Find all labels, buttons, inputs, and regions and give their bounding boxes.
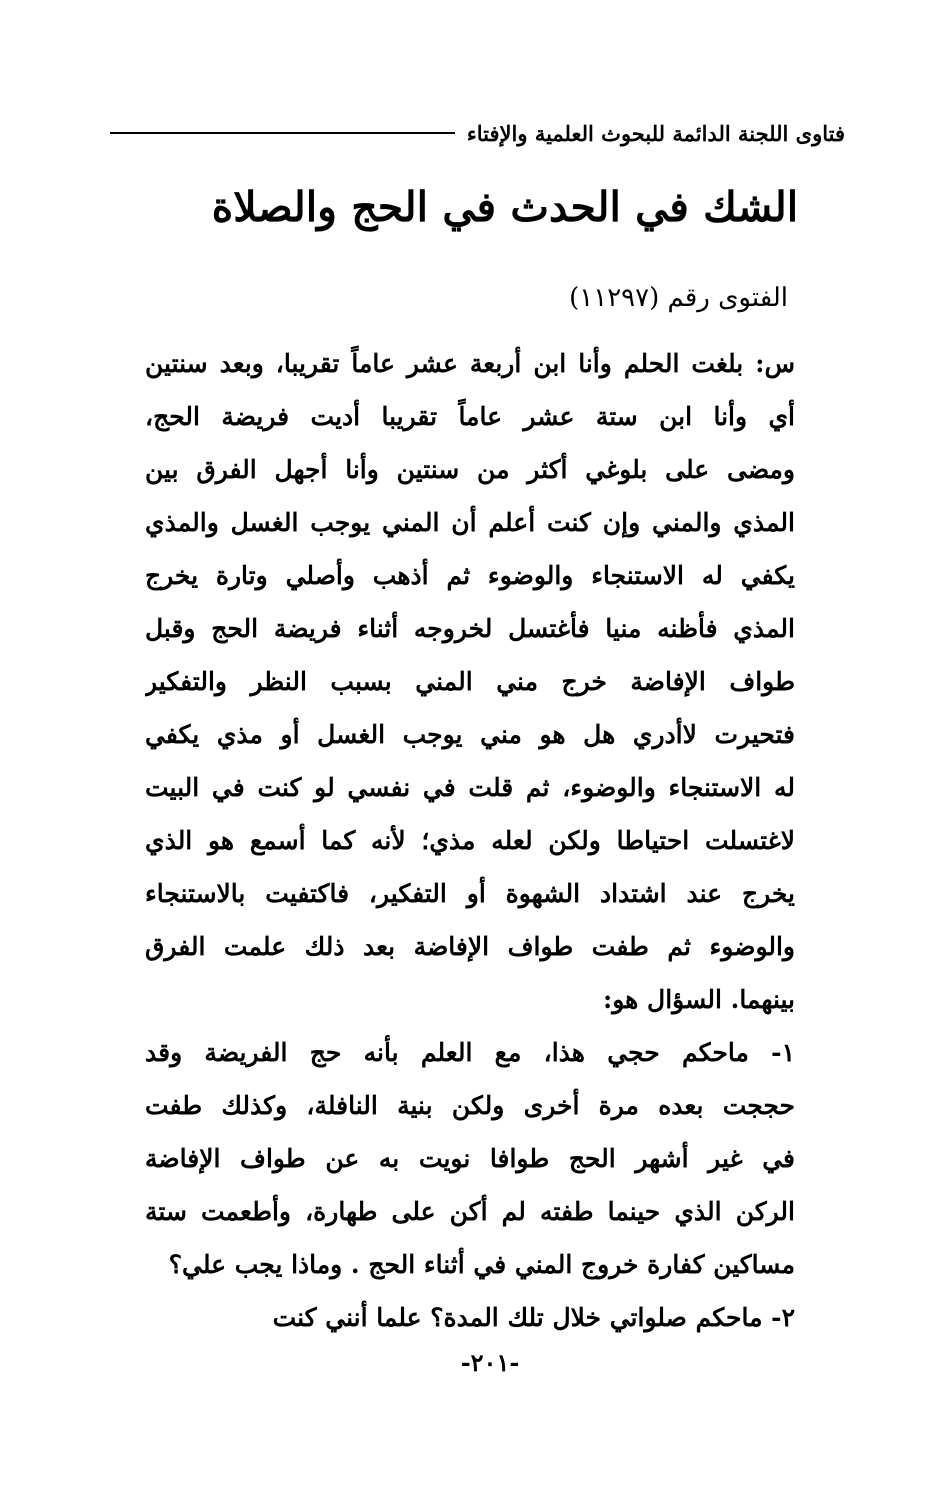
body-line: حججت بعده مرة أخرى ولكن بنية النافلة، وكذلك طفت — [145, 1091, 795, 1120]
header-rule — [110, 132, 455, 134]
body-line: المذي والمني وإن كنت أعلم أن المني يوجب الغسل والمذي — [145, 508, 795, 537]
body-line: ١- ماحكم حجي هذا، مع العلم بأنه حج الفريضة وقد — [145, 1038, 795, 1067]
body-line: ومضى على بلوغي أكثر من سنتين وأنا أجهل الفرق بين — [145, 455, 795, 484]
body-text — [145, 337, 795, 1344]
running-header — [110, 118, 845, 148]
body-line: أي وأنا ابن ستة عشر عاماً تقريبا أديت فريضة الحج، — [145, 402, 795, 431]
body-line: والوضوء ثم طفت طواف الإفاضة بعد ذلك علمت الفرق — [145, 932, 795, 961]
page-number: -٢٠١- — [460, 1348, 520, 1377]
fatwa-number: الفتوى رقم (١١٢٩٧) — [569, 283, 788, 313]
body-line: المذي فأظنه منيا فأغتسل لخروجه أثناء فريضة الحج وقبل — [145, 614, 795, 643]
body-line: فتحيرت لاأدري هل هو مني يوجب الغسل أو مذي يكفي — [145, 720, 795, 749]
body-line: بينهما. السؤال هو: — [603, 985, 795, 1014]
body-line: طواف الإفاضة خرج مني المني بسبب النظر والتفكير — [145, 667, 795, 696]
body-line: س: بلغت الحلم وأنا ابن أربعة عشر عاماً تقريبا، وبعد سنتين — [145, 349, 795, 378]
body-line: مساكين كفارة خروج المني في أثناء الحج . وماذا يجب علي؟ — [168, 1250, 795, 1279]
running-header-title: فتاوى اللجنة الدائمة للبحوث العلمية والإفتاء — [466, 120, 845, 146]
body-line: يخرج عند اشتداد الشهوة أو التفكير، فاكتفيت بالاستنجاء — [145, 879, 795, 908]
body-line: الركن الذي حينما طفته لم أكن على طهارة، وأطعمت ستة — [145, 1197, 795, 1226]
body-line: ٢- ماحكم صلواتي خلال تلك المدة؟ علما أنني كنت — [272, 1303, 795, 1332]
body-line: لاغتسلت احتياطا ولكن لعله مذي؛ لأنه كما أسمع هو الذي — [145, 826, 795, 855]
page-title: الشك في الحدث في الحج والصلاة — [211, 183, 799, 231]
body-line: في غير أشهر الحج طوافا نويت به عن طواف الإفاضة — [145, 1144, 795, 1173]
body-line: له الاستنجاء والوضوء، ثم قلت في نفسي لو كنت في البيت — [145, 773, 795, 802]
body-line: يكفي له الاستنجاء والوضوء ثم أذهب وأصلي وتارة يخرج — [145, 561, 795, 590]
